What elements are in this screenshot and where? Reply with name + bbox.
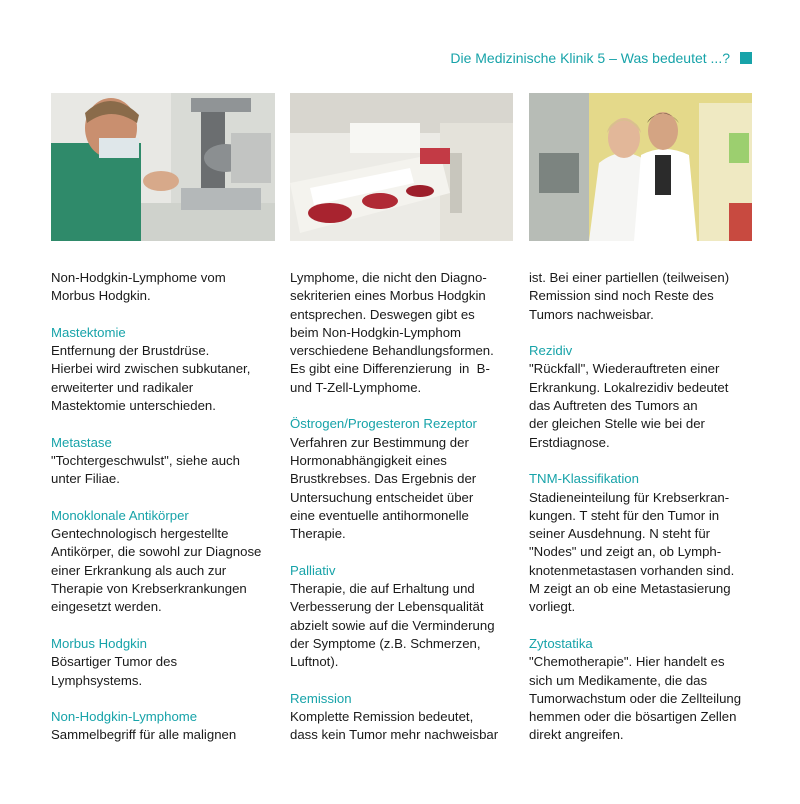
continuation-line: Non-Hodgkin-Lymphome vom xyxy=(51,270,226,285)
glossary-entry-palliativ xyxy=(290,562,515,672)
definition-line: Bösartiger Tumor des xyxy=(51,654,178,670)
definition-line: Therapie, die auf Erhaltung und xyxy=(290,581,475,597)
definition-line: direkt angreifen. xyxy=(529,727,624,743)
glossary-column-1 xyxy=(51,269,276,745)
glossary-entry-rezidiv xyxy=(529,342,754,452)
continuation-line: sekriterien eines Morbus Hodgkin xyxy=(290,288,486,304)
definition-line: Erkrankung. Lokalrezidiv bedeutet xyxy=(529,379,729,395)
definition-line: erweiterter und radikaler xyxy=(51,379,194,395)
definition-line: dass kein Tumor mehr nachweisbar xyxy=(290,727,499,743)
definition-line: vorliegt. xyxy=(529,599,576,615)
continuation-line: Lymphome, die nicht den Diagno- xyxy=(290,270,487,285)
definition-line: Gentechnologisch hergestellte xyxy=(51,526,229,542)
definition-line: Sammelbegriff für alle malignen xyxy=(51,727,237,743)
definition-line: das Auftreten des Tumors an xyxy=(529,398,698,414)
definition-line: Therapie. xyxy=(290,526,346,542)
definition-line: "Rückfall", Wiederauftreten einer xyxy=(529,361,720,377)
glossary-entry-monoklonale-antikoerper xyxy=(51,507,276,617)
definition-line: eine eventuelle antihormonelle xyxy=(290,507,469,523)
definition-line: Therapie von Krebserkrankungen xyxy=(51,581,247,597)
definition-line: unter Filiae. xyxy=(51,471,120,487)
glossary-term: Monoklonale Antikörper xyxy=(51,507,189,523)
glossary-entry-morbus-hodgkin xyxy=(51,635,276,690)
definition-line: Hormonabhängigkeit eines xyxy=(290,452,447,468)
photo-two-doctors xyxy=(529,93,752,241)
continuation-line: Remission sind noch Reste des xyxy=(529,288,714,304)
glossary-term: Remission xyxy=(290,690,352,706)
definition-line: knotenmetastasen vorhanden sind. xyxy=(529,562,735,578)
definition-line: Komplette Remission bedeutet, xyxy=(290,709,474,725)
definition-line: Tumorwachstum oder die Zellteilung xyxy=(529,690,742,706)
definition-line: "Chemotherapie". Hier handelt es xyxy=(529,654,725,670)
header-title: Die Medizinische Klinik 5 – Was bedeutet ...? xyxy=(450,50,730,66)
definition-line: der Symptome (z.B. Schmerzen, xyxy=(290,635,481,651)
continuation-line: beim Non-Hodgkin-Lymphom xyxy=(290,324,462,340)
glossary-entry-zytostatika xyxy=(529,635,754,745)
photo-blood-bags xyxy=(290,93,513,241)
definition-line: einer Erkrankung als auch zur xyxy=(51,562,227,578)
continuation-line: entsprechen. Deswegen gibt es xyxy=(290,306,475,322)
definition-line: Luftnot). xyxy=(290,654,339,670)
definition-line: eingesetzt werden. xyxy=(51,599,162,615)
glossary-term: Zytostatika xyxy=(529,635,593,651)
definition-line: Brustkrebses. Das Ergebnis der xyxy=(290,471,477,487)
page-header xyxy=(450,50,752,66)
definition-line: sich um Medikamente, die das xyxy=(529,672,708,688)
glossary-entry-mastektomie xyxy=(51,324,276,415)
continuation-line: Morbus Hodgkin. xyxy=(51,288,151,304)
glossary-term: Non-Hodgkin-Lymphome xyxy=(51,709,198,725)
glossary-term: Rezidiv xyxy=(529,343,573,359)
definition-line: Verbesserung der Lebensqualität xyxy=(290,599,484,615)
definition-line: M zeigt an ob eine Metastasierung xyxy=(529,581,731,597)
definition-line: Hierbei wird zwischen subkutaner, xyxy=(51,361,251,377)
glossary-entry-remission xyxy=(290,690,515,745)
glossary-entry-tnm-klassifikation xyxy=(529,470,754,616)
continuation-line: Tumors nachweisbar. xyxy=(529,306,654,322)
definition-line: seiner Ausdehnung. N steht für xyxy=(529,526,711,542)
glossary-column-2 xyxy=(290,269,515,745)
glossary-term: TNM-Klassifikation xyxy=(529,471,639,487)
glossary-term: Mastektomie xyxy=(51,324,126,340)
definition-line: Antikörper, die sowohl zur Diagnose xyxy=(51,544,262,560)
definition-line: Erstdiagnose. xyxy=(529,434,610,450)
definition-line: Verfahren zur Bestimmung der xyxy=(290,434,469,450)
photo-doctor-microscope xyxy=(51,93,275,241)
continuation-line: Es gibt eine Differenzierung in B- xyxy=(290,361,490,377)
glossary-term: Palliativ xyxy=(290,562,336,578)
glossary-column-3 xyxy=(529,269,754,745)
glossary-term: Morbus Hodgkin xyxy=(51,635,148,651)
definition-line: Stadieneinteilung für Krebserkran- xyxy=(529,489,730,505)
header-square-icon xyxy=(740,52,752,64)
definition-line: Lymphsystems. xyxy=(51,672,143,688)
definition-line: Untersuchung entscheidet über xyxy=(290,489,474,505)
definition-line: abzielt sowie auf die Verminderung xyxy=(290,617,495,633)
continuation-line: ist. Bei einer partiellen (teilweisen) xyxy=(529,270,730,285)
glossary-term: Metastase xyxy=(51,434,112,450)
definition-line: der gleichen Stelle wie bei der xyxy=(529,416,705,432)
definition-line: Entfernung der Brustdrüse. xyxy=(51,343,210,359)
glossary-entry-metastase xyxy=(51,434,276,489)
definition-line: kungen. T steht für den Tumor in xyxy=(529,507,720,523)
glossary-term: Östrogen/Progesteron Rezeptor xyxy=(290,416,477,432)
definition-line: "Tochtergeschwulst", siehe auch xyxy=(51,452,240,468)
glossary-entry-oestrogen-progesteron-rezeptor xyxy=(290,415,515,543)
definition-line: hemmen oder die bösartigen Zellen xyxy=(529,709,737,725)
glossary-entry-non-hodgkin-lymphome xyxy=(51,708,276,745)
continuation-line: und T-Zell-Lymphome. xyxy=(290,379,422,395)
continuation-line: verschiedene Behandlungsformen. xyxy=(290,343,494,359)
definition-line: Mastektomie unterschieden. xyxy=(51,398,216,414)
definition-line: "Nodes" und zeigt an, ob Lymph- xyxy=(529,544,722,560)
